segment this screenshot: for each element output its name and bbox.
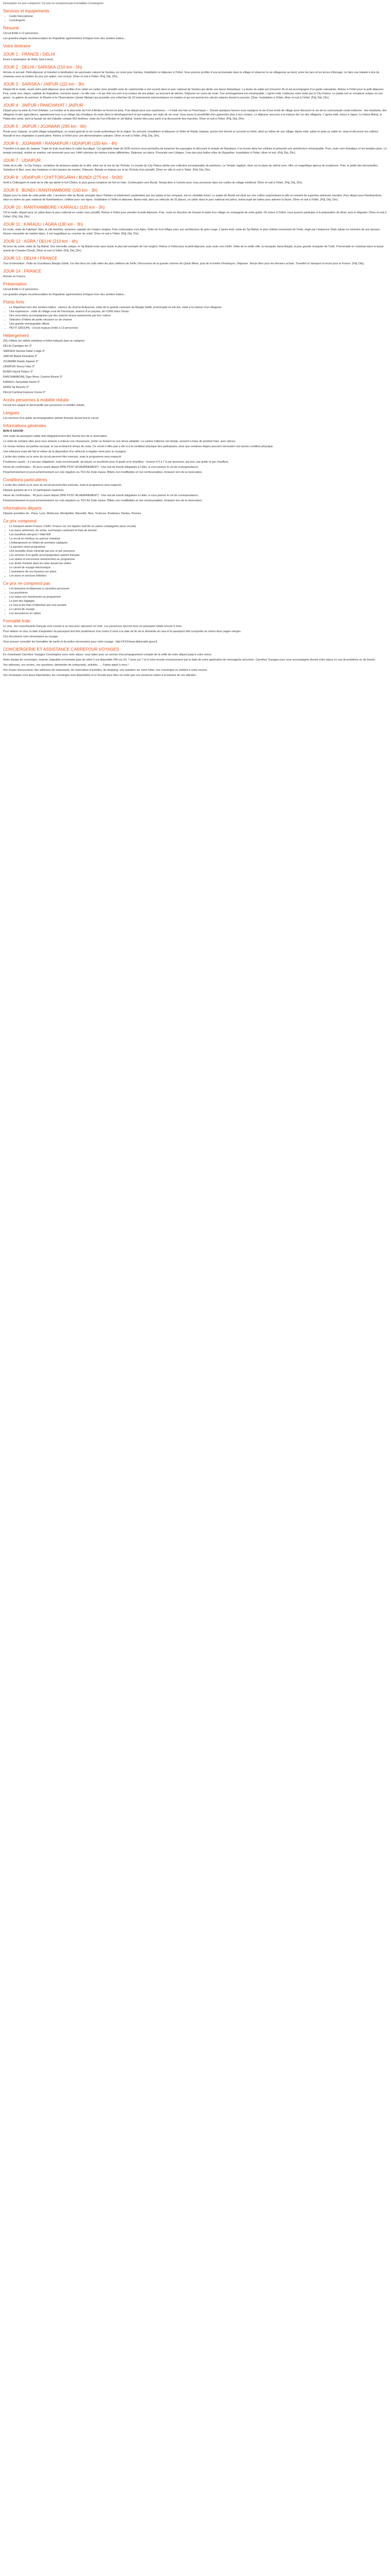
points-forts-title: Points forts xyxy=(3,300,24,304)
infos-para: Pourboires usuels : il n’est pas obligatoire, mais recommandé, de laisser un pourboire pour le guide et le chauffeur : environ 4 € à 7 € par personne, par jour, par guide et par chauffeur. xyxy=(3,461,229,464)
infos-para: Ce niveau moteur est parfois escarpé, le cas échéant le temps de route. Ce circuit n’offre pas a été ni à la condition physique des participants, ainsi que certaines étapes peuvent nécessiter une bonne condition physique. xyxy=(3,445,274,448)
comprend-item: • Les taxes et services hôteliers xyxy=(9,574,388,578)
comprend-item: • Les services d’un guide accompagnateur parlant français xyxy=(9,553,388,557)
conciergerie-para: Vos envies d’excursions, des adresses de restaurants, de réservation d’activités, de shopping, une question sur votre hôtel, nos concierges se mettent à votre service. xyxy=(3,669,208,672)
infos-subtitle: BON À SAVOIR xyxy=(3,430,24,433)
hebergement-item: JAIPUR Mahal Khandela 3* xyxy=(3,355,38,358)
day-heading: JOUR 13 : DELHI / FRANCE xyxy=(3,256,58,261)
ne-comprend-title: Ce prix ne comprend pas xyxy=(3,581,51,586)
day-text: Au lever du soleil, visite du Taj Mahal. Une merveille unique, le Taj Mahal reste sans doute le plus bel exemple de l’art moghol. Retour à l’hôtel pour le petit-déjeuner, puis route vers Delhi. Visite de la vieille ville, la mosquée Jama Masjid, la plus grande mosquée de l’Inde. Promenade en rickshaw dans le bazar animé de Chandni Chowk. Dîner et nuit à l’hôtel. (Pdj, Déj, Dîn). xyxy=(3,245,384,252)
day-text: Transfert à la gare de Jojawar. Trajet en train local dans le cadre bucolique. Cet agréable trajet de 2h30 environ vous permettra de traverser les paysages et découvrir le temple de Ranakpur, il se trouve dans les collines et présente une architecture remarquable. Puis, route vers Ranakpur et les temples jaïns. Le temple principal, réalisé en marbre, est renommé pour ses 1444 colonnes de marbre toutes différentes. Déjeuner sur place. Poursuite vers Udaipur, l’une des plus belles villes du Rajasthan. Installation à l’hôtel, dîner et nuit. (Pdj, Déj, Dîn). xyxy=(3,147,387,155)
resume-line: Les grandes étapes incontournables du Rajasthan agrémentées d’étapes hors des sentiers battus... xyxy=(3,37,126,40)
day-text: Départ tôt le matin, avant votre petit-déjeuner pour profiter d’un safari en canter (non privatif) sorte de camionnette à ciel ouvert) dans le parc national de Sariska qui abrite une faune fantastique. La durée du safari est d’environ 3h et est accompagné d’un guide naturaliste. Retour à l’hôtel pour le petit-déjeuner. Puis, route vers Jaipur, capitale du Rajasthan, nommée aussi « la ville rose » et qui doit son nom à la couleur de ses palais, au tournant de siècles. Déjeuner en cours de route. Son aménagement est remarquable. L’après-midi, continuez votre visite par le City Palace. Le palais est un complexe unique en son genre : la galerie de peinture, le Musée et le Observatoire (Jantar Mantar) qui possède une collection de 19 instruments astronomiques en marbre et qui ont permis les calculs solaires durant la journée. Dîner. Installation à l’hôtel, dîner et nuit à l’hôtel. (Pdj, Déj, Dîn). xyxy=(3,88,384,99)
comprend-item: • L’assistance de nos bureaux sur place xyxy=(9,570,388,574)
itinerary-title: Votre itinéraire xyxy=(3,44,30,48)
day-heading: JOUR 8 : UDAIPUR / CHITTORGARH / BUNDI (275 km - 5h30) xyxy=(3,175,123,180)
formalites-para: Pour obtenir un visa, la date d’expiration du passeport doit être postérieure d’au moins 6 mois à la date de fin de la demande du visa et le passeport doit comporter au moins deux pages vierges. xyxy=(3,630,241,633)
day-heading: JOUR 1 : FRANCE / DELHI xyxy=(3,52,55,57)
conciergerie-title: CONCIERGERIE ET ASSISTANCE CARREFOUR VOYAGES xyxy=(3,647,119,652)
infos-para: Une copie du passeport valide doit obligatoirement être fournie lors de la réservation. xyxy=(3,435,108,438)
points-forts-list xyxy=(3,306,388,330)
services-title: Services et équipements xyxy=(3,9,50,13)
conciergerie-para: Vos remarques sont aussi importantes, les concierges sont disponibles et à l’écoute pour faire en sorte que vos vacances soient à la hauteur de vos attentes. xyxy=(3,674,197,677)
day-heading: JOUR 14 : FRANCE xyxy=(3,269,42,274)
langues-title: Langues xyxy=(3,411,20,415)
ne-comprend-item: • Le port des bagages xyxy=(9,599,388,603)
conditions-para: Heure de confirmation : 40 jours avant départ (PRE POST ACHEMINEMENT) : Une nuit de transit obligatoire à l’aller, si vous prenez le vol de correspondance. xyxy=(3,494,199,497)
comprend-item: • Le circuit en minibus ou autocar climatisé xyxy=(9,537,388,541)
day-heading: JOUR 3 : SARISKA / JAIPUR (115 km - 3h) xyxy=(3,82,85,87)
day-text: Départ pour la visite du Fort d’Amber. La montée et la descente du Fort d’Amber se feront en jeep. Puis départ pour une expérience : « Il était une fois un Panchayat » : Durant quelques heures vous rejoignez la vie d'une école de village pour découvrir le vie de la communauté rurale indienne : des étudiants, des villageois et des agriculteurs, appartenant tous à un village qui s’implique du reste dans le développement et qui explique son style de vie rural. Vous aurez la possibilité d’en apprendre plus à leur contact. Le déjeuner sera pris à la maison de l’un des villageois. L’après-midi, retour à Jaipur. Le Hawa Mahal, le Palais des vents, dont la façade de nid d’abeille compte 953 fenêtres, visite du Fort d’Amber et Jal Mahal. Soirée libre pour partir à la découverte des marchés. Dîner et nuit à l’hôtel. (Pdj, Déj, Dîn). xyxy=(3,109,387,121)
day-heading: JOUR 10 : RANTHAMBORE / KARAULI (120 km - 3h) xyxy=(3,205,105,210)
hebergement-item: KARAULI Saraswati Haveli 3* xyxy=(3,381,40,384)
day-text: Envol à destination de Delhi. Nuit à bord. xyxy=(3,58,54,61)
conciergerie-para: En choisissant Carrefour Voyages Conciergerie pour votre séjour, vous optez pour un service d’accompagnement complet de la veille de votre départ jusqu’à votre retour. xyxy=(3,653,212,656)
hebergement-item: AGRA Taj Resorts 3* xyxy=(3,386,29,389)
comprend-item: • Une bouteille d'eau minérale par jour et par personne xyxy=(9,549,388,553)
hebergement-item: DELHI Cardinal Express Ozone 3* xyxy=(3,391,46,394)
points-forts-item: • Sélection d’hôtels de petite structure ou de charme xyxy=(9,318,388,322)
day-text: Départ pour la visite de cette petite ville. L’ancienne ville de Bundi, plongée dans l’histoire et totalement surplombée par son palais et les remparts, est un véritable trésor. Le palais de Bundi est situé sur une colline surplombant la ville et contient de superbes peintures murales. Puis départ pour Ranthambore, situé en lisière du parc national de Ranthambore, célèbre pour ses tigres. Installation à l’hôtel et déjeuner. Après-midi, dans un véhicule de 20 places, un safari dans le parc national est prévu, entrecoupé de haltes pour admirer la faune. Dîner et nuit à l’hôtel. (Pdj, Déj, Dîn). xyxy=(3,194,383,201)
departs-text: Départs possibles de : Paris, Lyon, Mulhouse, Montpellier, Marseille, Nice, Toulouse, Bordeaux, Nantes, Rennes xyxy=(3,512,141,515)
ne-comprend-item: • Le visa et les frais d’obtention par voie postale xyxy=(9,603,388,607)
services-list xyxy=(3,14,388,23)
hebergement-item: SARISKA Sariska Safari Lodge 3* xyxy=(3,350,45,353)
comprend-item: • Les taxes aériennes, de sortie, surcharges carburant et frais de dossier xyxy=(9,529,388,533)
conciergerie-para: Vos adresses, vos envies, vos questions, demandes de restaurants, activités ... ; Faites appel à nous ! xyxy=(3,664,129,667)
hebergement-intro: (NL) Hôtels (ou hôtels similaires si hôtel indiqué) dans la catégorie xyxy=(3,340,85,343)
acces-title: Accès personnes à mobilité réduite xyxy=(3,398,69,402)
comprend-item: • Le carnet de voyage électronique xyxy=(9,566,388,570)
day-text: En route, visite de Fatehpur Sikri, la cité fantôme, ancienne capitale de l’empire moghol. Puis continuation vers Agra. Visite du Fort d'Agra avec son architecture de grès rouge. L’après-midi, visite du Taj Mahal, le plus célèbre monument de l’Inde, érigé par l’empereur Shah Jahan en mémoire de son épouse. Ancien mausolée de marbre blanc, il est magnifique au coucher du soleil. Dîner et nuit à l’hôtel. (Pdj, Déj, Dîn). xyxy=(3,228,381,235)
presentation-line: Circuit limité à 12 personnes. xyxy=(3,288,39,291)
day-text: Arrivée et accueil. Petit-déjeuner et transfert à destination du sanctuaire naturel de Sariska, en route pour Sariska. Installation et déjeuner à l’hôtel. Vous pourrez profiter d’une promenade dans le village et observer la vie villageoise au bord, entre les lacs et les terres d’élevage, ou faire une balade à dos de chameau sous la lumière du jour (en option, non inclus). Dîner et nuit à l'hôtel. (Pdj, Déj, Dîn). xyxy=(3,71,380,78)
day-heading: JOUR 4 : JAIPUR / PANCHAYAT / JAIPUR xyxy=(3,103,84,108)
ne-comprend-item: • Le carnet de voyage xyxy=(9,607,388,612)
infos-para: Préacheminement et post-acheminement sur vols réguliers ou TGV Air 2nde classe. Billets non modifiables et non remboursables, émission lors de la réservation. xyxy=(3,471,203,474)
formalites-para: Le visa : les ressortissants français sont soumis à un visa pour séjourner en Inde. Les personnes devront tenir au passeport valide encore 6 mois. xyxy=(3,625,183,628)
day-text: Visite de la ville : le City Palace, complexe de plusieurs palais de la ville, situé sur la rive du lac Pichola. Le musée du City Palace abrite une collection incomparable de peintures. Le Temple Jagdish, situé sur la place du même nom, offre un magnifique aperçu de sculptures. Puis, le jardin des demoiselles, Saheliyon ki Bari, avec des fontaines et des bassins de marbre. Déjeuner. Balade en bateau sur le lac Pichola (non privatif). Dîner en ville et nuit à l’hôtel. (Pdj, Déj, Dîn). xyxy=(3,164,379,172)
ne-comprend-item: • Les boissons et dépenses à caractère personnel xyxy=(9,587,388,591)
conditions-para: Préacheminement et post-acheminement sur vols réguliers ou TGV Air 2nde classe. Billets non modifiables et non remboursables, émission lors de la réservation. xyxy=(3,499,203,502)
tab-labels: Description Ce prix comprend / Ce prix ne comprend pas Formalités Conciergerie xyxy=(3,2,104,5)
page xyxy=(0,0,391,685)
hebergement-item: JOJAWAR Rawla Jojawar 3* xyxy=(3,360,39,363)
ne-comprend-item: • Les assurances en option xyxy=(9,612,388,616)
conditions-para: Départs garantis de 4 à 12 participants maximum. xyxy=(3,489,64,492)
points-forts-item: • Le Rajasthan hors des sentiers battus : séance de cinéma Bollywood, visite de la grande caravane de Bangla Sahib, promenade en tuk-tuk, visite à la maison d’un villageois. xyxy=(9,306,388,310)
conciergerie-para: Notre équipe de concierges, experte, joignable et humaine (pas de robot !) est disponible 24h sur 24, 7 jours sur 7 et à votre écoute exclusivement par le biais de votre application de messagerie sécurisée. Carrefour Voyages pour vous accompagner durant votre séjour en cas de problème ou de besoin. xyxy=(3,658,376,662)
points-forts-item: • Une expérience : visite du village rural de Panchayat, séance d’un paysan, de l’ONG Hara Tarrao. xyxy=(9,310,388,314)
infos-title: Informations générales xyxy=(3,423,46,428)
services-item: • Guide francophone xyxy=(9,14,388,19)
itinerary-days xyxy=(3,52,388,279)
day-heading: JOUR 6 : JOJAWAR / RANAKPUR / UDAIPUR (155 km - 4h) xyxy=(3,141,118,146)
departs-title: Informations départs xyxy=(3,506,42,511)
day-heading: JOUR 9 : BUNDI / RANTHAMBORE (150 km - 3h) xyxy=(3,188,97,193)
hebergement-item: RANTHAMBORE Tiger Moon Comfort Resort 3* xyxy=(3,376,63,379)
day-heading: JOUR 5 : JAIPUR / JOJAWAR (295 km - 6h) xyxy=(3,124,87,129)
day-heading: JOUR 7 : UDAIPUR xyxy=(3,158,41,163)
hebergement-item: DELHI Claridges Inn 3* xyxy=(3,345,32,348)
day-heading: JOUR 12 : AGRA / DELHI (210 km - 4h) xyxy=(3,239,78,244)
formalites-para: Ces documents sont nécessaires au voyage. xyxy=(3,635,59,638)
day-text: Tôt le matin, départ pour un safari dans le parc national en canter (non privatif). Retour à l’hôtel pour prendre le petit-déjeuner. Puis, route en direction de Karauli et visite d’un village en compagnie de votre guide. De retour à l’hôtel, vous pourrez participer à la préparation du dîner, puis le déguster. Dîner et nuit à l’hôtel. (Pdj, Déj, Dîn). xyxy=(3,211,387,218)
comprend-title: Ce prix comprend xyxy=(3,519,37,523)
infos-para: Le visite de certains sites peut vous amener à enlever vos chaussures, porter un foulard ou une tenue adaptée. La cuisine indienne est simple, souvent à base de produits frais, avec épices. xyxy=(3,440,236,443)
hebergement-item: UDAIPUR Vesuvi Vilas 3* xyxy=(3,365,35,368)
langues-text: Les services d’un guide accompagnateur parlant français durant tout le circuit xyxy=(3,417,99,420)
points-forts-item: • Des rencontres accompagnées par des experts locaux passionnés par leur culture xyxy=(9,314,388,318)
infos-para: Une tolérance mais été fait et relève de la disposition d'un véhicule à régulier ment pour le voyageur. xyxy=(3,450,127,453)
infos-para: Heure de confirmation : 40 jours avant départ (PRE POST ACHEMINEMENT) : Une nuit de transit obligatoire à l’aller, si vous prenez le vol de correspondance. xyxy=(3,466,199,469)
formalites-title: Formalité Inde xyxy=(3,619,30,623)
comprend-item: • La pension selon programme xyxy=(9,545,388,549)
comprend-list xyxy=(3,524,388,578)
conditions-para: L'ordre des visites ou le sens du circuit peuvent être inversés, mais le programme sera respecté. xyxy=(3,484,122,487)
ne-comprend-item: • Les pourboires xyxy=(9,591,388,595)
infos-para: L'ordre des visites ou le sens du circuit peuvent être inversés, mais le programme sera respecté. xyxy=(3,455,122,459)
day-text: Arrivée en France. xyxy=(3,275,26,278)
hebergement-item: BUNDI Haveli Palace 3* xyxy=(3,370,33,374)
day-text: Route pour Jojawar, un petit village sympathique, un avant-goût de la vie rurale authentique de la région. En arrivant, installation et déjeuner à l’hôtel de Rawla Jojawar, ancien fort rénové et converti en hôtel, situé au milieu de son village. Après-midi, safari en jeep ou safari en Jeep et découvre les collines Aravalli et leur végétation si particulière. Retour à l’hôtel pour une démonstration culinaire. Dîner et nuit à l’hôtel. (Pdj, Déj, Dîn). xyxy=(3,130,379,138)
resume-line: Circuit limité à 12 personnes. xyxy=(3,32,39,35)
day-text: Tour d’orientation. Visite du Gurudwara Bangla Sahib, l’un des lieux de culte sikhs les plus célèbres de Delhi. Découverte de la grande colonne de Qutub Minar, puis de la tombe d’Humayun. Déjeuner. Temps libre pour les derniers achats. Transfert à l’aéroport et envol pour la France. (Pdj, Déj). xyxy=(3,262,365,265)
comprend-item: • Les visites et excursions mentionnées au programme xyxy=(9,557,388,562)
resume-title: Résumé xyxy=(3,26,19,30)
day-heading: JOUR 2 : DELHI / SARISKA (210 km - 5h) xyxy=(3,65,82,70)
comprend-item: • L’hébergement en hôtels de première catégorie xyxy=(9,541,388,545)
presentation-title: Présentation xyxy=(3,282,27,286)
points-forts-item: • Une grande rechargeable offerte xyxy=(9,322,388,326)
day-text: Arrêt à Chittorgarh et visite de la ville qui abrite le fort Chittor, le plus grand complexe de fort en Inde. Continuation vers Bundi. Temps libre à l’arrivée pour vous promener dans les ruelles du village médiéval. Dîner et nuit à l’hôtel. (Pdj, Déj, Dîn). xyxy=(3,181,303,184)
comprend-item: • Les transferts aéroport / hôtel A/R xyxy=(9,533,388,537)
ne-comprend-list xyxy=(3,587,388,616)
comprend-item: • Le transport aérien France / Delhi / France sur vol régulier Gulf Air ou autres compagnies (avec escale) xyxy=(9,524,388,529)
presentation-line: Les grandes étapes incontournables du Rajasthan agrémentées d’étapes hors des sentiers battus... xyxy=(3,293,126,296)
conditions-title: Conditions particulières xyxy=(3,478,47,482)
ne-comprend-item: • Les repas non mentionnés au programme xyxy=(9,595,388,599)
services-item: • Conciergerie xyxy=(9,19,388,23)
comprend-item: • Les droits d’entrée dans les sites durant les visites xyxy=(9,562,388,566)
formalites-para: Vous pouvez consulter les formalités de santé et de police nécessaires pour votre voyage : http://XXX/www.diplomatie.gouv.fr. xyxy=(3,640,158,643)
acces-text: Circuit non adapté et déconseillé aux personnes à mobilité réduite. xyxy=(3,404,86,407)
points-forts-item: • PETIT GROUPE : Circuit toujours limité à 12 personnes xyxy=(9,326,388,330)
day-heading: JOUR 11 : KARAULI / AGRA (130 km - 3h) xyxy=(3,222,84,227)
hebergement-title: Hébergement xyxy=(3,333,29,338)
